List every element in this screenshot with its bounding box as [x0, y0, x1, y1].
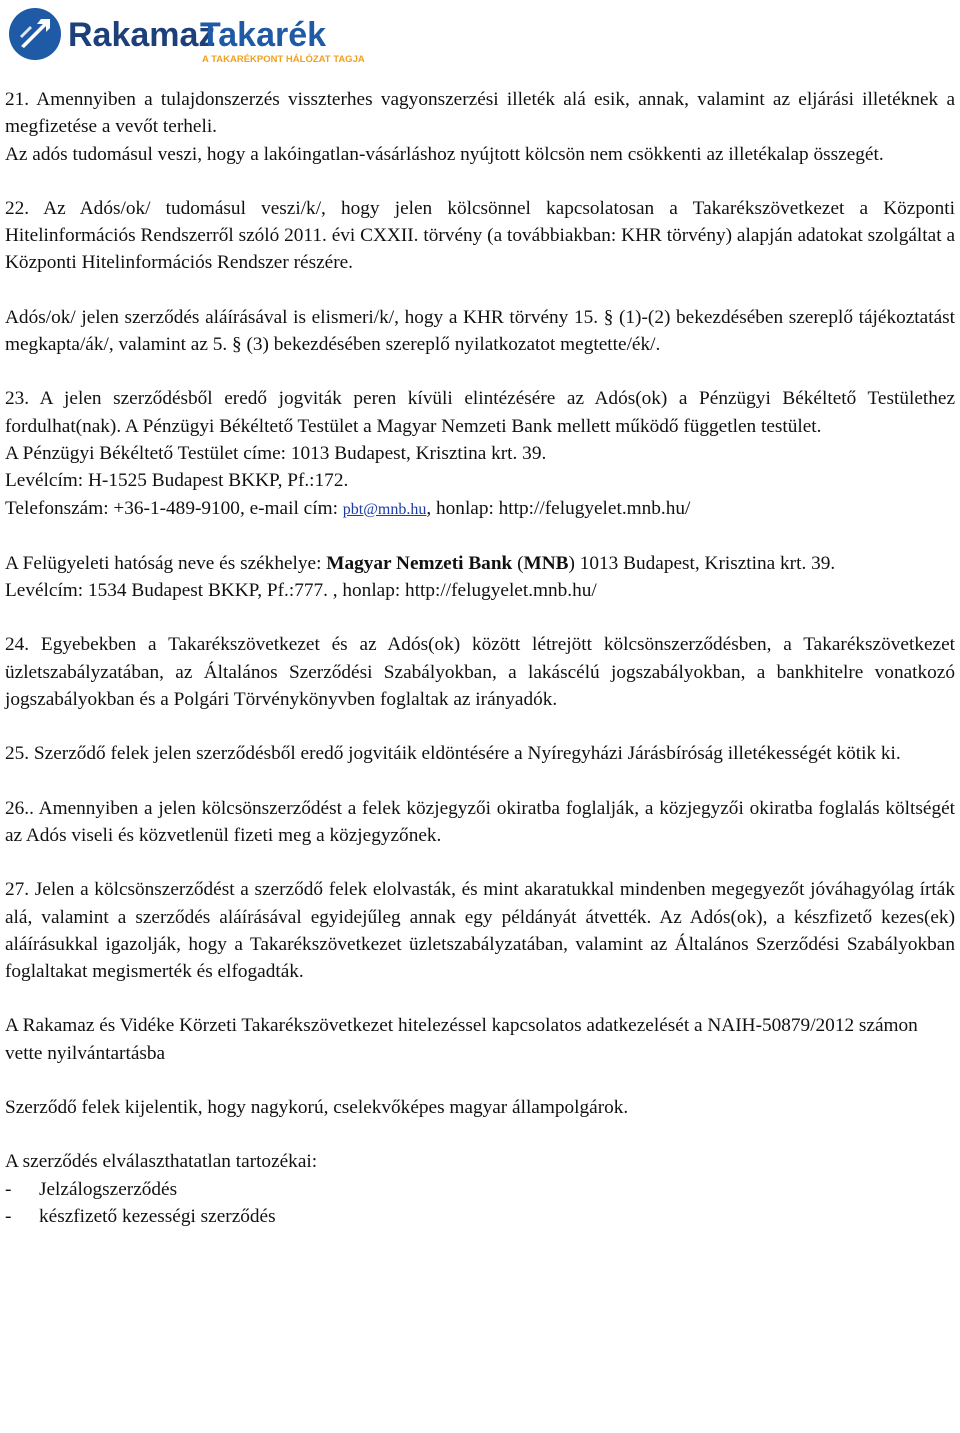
paragraph-text: A jelen szerződésből eredő jogviták peren kívüli elintézésére az Adós(ok) a Pénzügyi Békéltető Testülethez fordulhat(nak). A Pénzügyi Békéltető Testület a Magyar Nemzeti Bank mellett működő független testület. — [5, 388, 955, 437]
authority-name: Magyar Nemzeti Bank — [326, 552, 513, 574]
paragraph-number: 25. — [5, 743, 30, 765]
list-dash: - — [5, 1205, 12, 1227]
paragraph-23 — [5, 385, 955, 440]
paragraph-number: 21. — [5, 89, 30, 110]
document-body — [5, 86, 955, 1230]
authority-abbr: MNB — [523, 552, 569, 574]
pbt-address: A Pénzügyi Békéltető Testület címe: 1013 Budapest, Krisztina krt. 39. — [5, 442, 547, 464]
naih-registration: A Rakamaz és Vidéke Körzeti Takarékszövetkezet hitelezéssel kapcsolatos adatkezelését a NAIH-50879/2012 számon vette nyilvántartásba — [5, 1015, 918, 1064]
authority-address: ) 1013 Budapest, Krisztina krt. 39. — [568, 552, 836, 574]
authority-paren: ( — [512, 552, 524, 574]
list-dash: - — [5, 1178, 12, 1200]
logo-brand-part1: Rakamaz — [68, 16, 216, 54]
rakamaz-takarek-logo — [8, 6, 365, 66]
paragraph-text: Szerződő felek jelen szerződésből eredő jogvitáik eldöntésére a Nyíregyházi Járásbíróság illetékességét kötik ki. — [29, 743, 901, 765]
paragraph-21-note: Az adós tudomásul veszi, hogy a lakóingatlan-vásárláshoz nyújtott kölcsön nem csökkenti az illetékalap összegét. — [5, 143, 884, 165]
list-item — [5, 1176, 955, 1203]
authority-label: A Felügyeleti hatóság neve és székhelye: — [5, 552, 327, 574]
paragraph-text: Az Adós/ok/ tudomásul veszi/k/, hogy jelen kölcsönnel kapcsolatosan a Takarékszövetkezet a Központi Hitelinformációs Rendszerről szóló 2011. évi CXXII. törvény (a továbbiakban: KHR törvény) alapján adatokat szolgáltat a Központi Hitelinformációs Rendszer részére. — [5, 197, 955, 274]
attachments-heading: A szerződés elválaszthatatlan tartozékai: — [5, 1151, 318, 1173]
list-item-label: Jelzálogszerződés — [39, 1178, 178, 1200]
paragraph-text: Egyebekben a Takarékszövetkezet és az Adós(ok) között létrejött kölcsönszerződésben, a Takarékszövetkezet üzletszabályzatában, az Általános Szerződési Szabályokban, a lakáscélú jogszabályokban, a bankhitelre vonatkozó jogszabályokban és a Polgári Törvénykönyvben foglaltak az irányadók. — [5, 634, 955, 711]
logo-brand-part2: Takarék — [200, 16, 327, 54]
paragraph-text: Jelen a kölcsönszerződést a szerződő felek elolvasták, és mint akaratukkal mindenben megegyezőt jóváhagyólag írták alá, valamint a szerződés aláírásával egyidejűleg annak egy példányát átvették. Az Adós(ok), a készfizető kezes(ek) aláírásukkal igazolják, hogy a Takarékszövetkezet üzletszabályzatában, valamint az Általános Szerződési Szabályokban foglaltakat megismerték és elfogadták. — [5, 879, 955, 983]
paragraph-text: Amennyiben a jelen kölcsönszerződést a felek közjegyzői okiratba foglalják, a közjegyzői okiratba foglalás költségét az Adós viseli és közvetlenül fizeti meg a közjegyzőnek. — [5, 797, 955, 846]
paragraph-25 — [5, 740, 955, 767]
paragraph-22 — [5, 195, 955, 277]
list-item-label: készfizető kezességi szerződés — [39, 1205, 276, 1227]
paragraph-24 — [5, 631, 955, 713]
supervisory-authority — [5, 550, 955, 577]
paragraph-number: 22. — [5, 197, 30, 219]
attachments-list — [5, 1176, 955, 1231]
paragraph-number: 23. — [5, 388, 30, 410]
paragraph-27 — [5, 876, 955, 985]
pbt-website: , honlap: http://felugyelet.mnb.hu/ — [426, 497, 691, 519]
paragraph-number: 24. — [5, 634, 30, 656]
paragraph-number: 26.. — [5, 797, 34, 819]
paragraph-text: Amennyiben a tulajdonszerzés visszterhes vagyonszerzési illeték alá esik, annak, valamint az eljárási illetéknek a megfizetése a vevőt terheli. — [5, 89, 955, 138]
logo-tagline: A TAKARÉKPONT HÁLÓZAT TAGJA — [202, 54, 365, 65]
paragraph-26 — [5, 795, 955, 850]
pbt-phone: Telefonszám: +36-1-489-9100, e-mail cím: — [5, 497, 343, 519]
pbt-contact — [5, 495, 955, 523]
paragraph-22-khr: Adós/ok/ jelen szerződés aláírásával is elismeri/k/, hogy a KHR törvény 15. § (1)-(2) bekezdésében szereplő tájékoztatást megkapta/ák/, valamint az 5. § (3) bekezdésében szereplő nyilatkozatot megtette/ék/. — [5, 306, 955, 356]
paragraph-21 — [5, 86, 955, 141]
list-item — [5, 1203, 955, 1230]
pbt-mail-address: Levélcím: H-1525 Budapest BKKP, Pf.:172. — [5, 470, 349, 492]
authority-mail-address: Levélcím: 1534 Budapest BKKP, Pf.:777. , honlap: http://felugyelet.mnb.hu/ — [5, 580, 597, 602]
pbt-email-link[interactable]: pbt@mnb.hu — [342, 500, 427, 518]
parties-declaration: Szerződő felek kijelentik, hogy nagykorú, cselekvőképes magyar állampolgárok. — [5, 1097, 629, 1119]
paragraph-number: 27. — [5, 879, 30, 901]
